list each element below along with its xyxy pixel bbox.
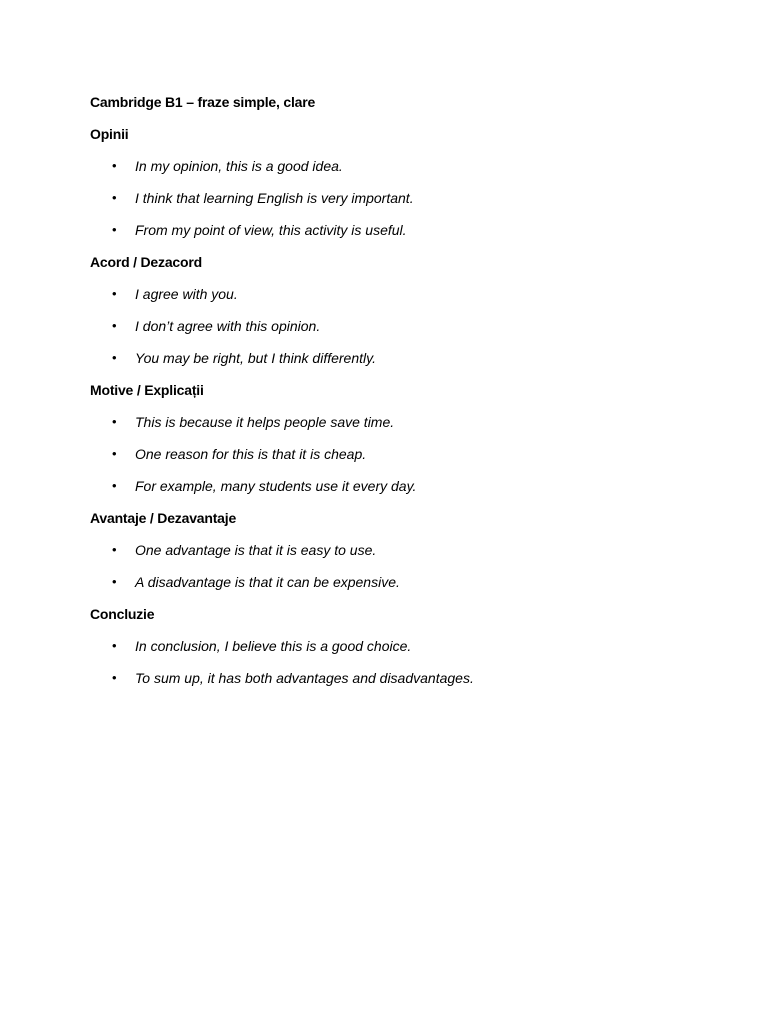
list-item [90, 284, 768, 304]
list-item-text: In my opinion, this is a good idea. [135, 158, 343, 174]
list-item [90, 668, 768, 688]
bullet-icon: • [112, 318, 117, 333]
bullet-icon: • [112, 446, 117, 461]
bullet-icon: • [112, 414, 117, 429]
bullet-icon: • [112, 350, 117, 365]
section-opinii [90, 124, 768, 240]
bullet-list [90, 540, 768, 592]
list-item-text: I don’t agree with this opinion. [135, 318, 321, 334]
bullet-list [90, 284, 768, 368]
bullet-list [90, 636, 768, 688]
list-item [90, 156, 768, 176]
bullet-icon: • [112, 222, 117, 237]
list-item [90, 316, 768, 336]
list-item-text: From my point of view, this activity is useful. [135, 222, 407, 238]
list-item-text: A disadvantage is that it can be expensive. [135, 574, 400, 590]
list-item [90, 348, 768, 368]
list-item-text: I agree with you. [135, 286, 238, 302]
section-acord-dezacord [90, 252, 768, 368]
list-item [90, 540, 768, 560]
section-motive-explicatii [90, 380, 768, 496]
list-item-text: One reason for this is that it is cheap. [135, 446, 367, 462]
list-item [90, 636, 768, 656]
list-item [90, 572, 768, 592]
bullet-icon: • [112, 190, 117, 205]
section-heading: Acord / Dezacord [90, 254, 202, 270]
section-avantaje-dezavantaje [90, 508, 768, 592]
bullet-icon: • [112, 286, 117, 301]
list-item [90, 444, 768, 464]
bullet-icon: • [112, 574, 117, 589]
bullet-list [90, 156, 768, 240]
section-concluzie [90, 604, 768, 688]
list-item-text: One advantage is that it is easy to use. [135, 542, 377, 558]
list-item-text: In conclusion, I believe this is a good choice. [135, 638, 412, 654]
list-item-text: I think that learning English is very important. [135, 190, 414, 206]
list-item [90, 476, 768, 496]
document-title: Cambridge B1 – fraze simple, clare [90, 94, 316, 110]
bullet-icon: • [112, 670, 117, 685]
list-item [90, 188, 768, 208]
list-item-text: This is because it helps people save time. [135, 414, 395, 430]
bullet-icon: • [112, 638, 117, 653]
section-heading: Motive / Explicații [90, 382, 204, 398]
list-item-text: For example, many students use it every day. [135, 478, 417, 494]
section-heading: Opinii [90, 126, 129, 142]
list-item [90, 412, 768, 432]
bullet-icon: • [112, 478, 117, 493]
list-item-text: To sum up, it has both advantages and disadvantages. [135, 670, 474, 686]
section-heading: Avantaje / Dezavantaje [90, 510, 237, 526]
bullet-icon: • [112, 158, 117, 173]
list-item-text: You may be right, but I think differently. [135, 350, 376, 366]
bullet-icon: • [112, 542, 117, 557]
section-heading: Concluzie [90, 606, 155, 622]
list-item [90, 220, 768, 240]
bullet-list [90, 412, 768, 496]
